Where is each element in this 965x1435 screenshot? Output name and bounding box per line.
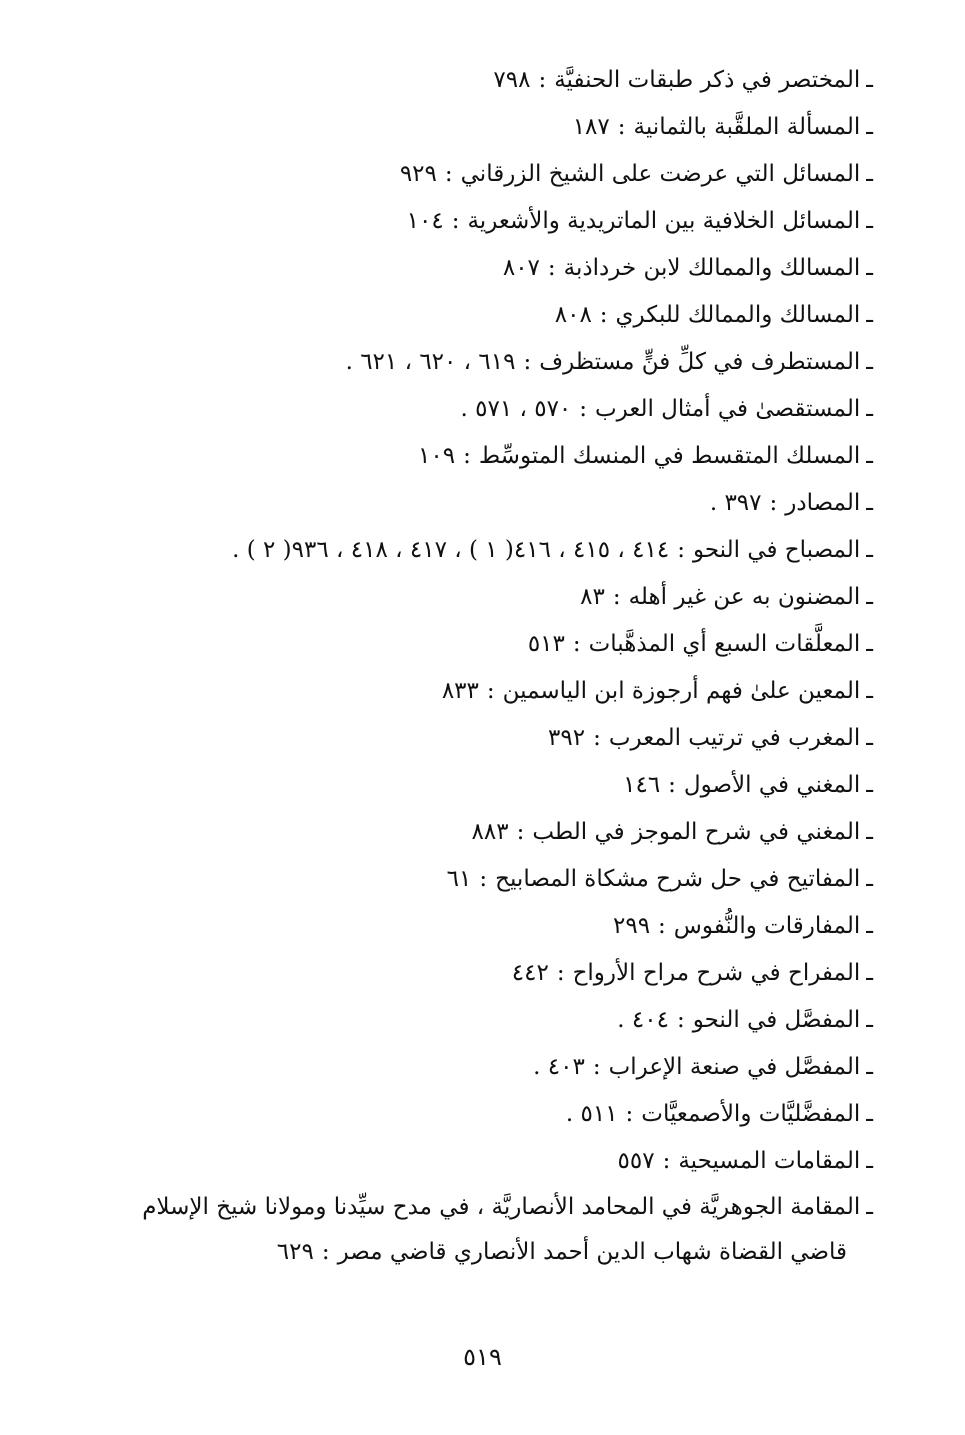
entry-separator: : [523, 349, 532, 375]
entry-pages: ٨٠٨ [554, 302, 592, 328]
index-entry [73, 104, 873, 151]
entry-pages: ٥١٣ [527, 631, 565, 657]
entry-dash: ـ [866, 819, 873, 845]
entry-title: المصباح في النحو [692, 537, 861, 563]
entry-pages: ٩٢٩ [399, 161, 437, 187]
entry-pages: ٦٢٩ [276, 1239, 314, 1265]
index-entry [73, 809, 873, 856]
entry-separator: : [658, 913, 666, 939]
entry-separator: : [617, 114, 626, 140]
entry-dash: ـ [866, 1148, 873, 1174]
entry-dash: ـ [866, 302, 873, 328]
entry-pages: ٤٤٢ [511, 960, 549, 986]
entry-separator: : [625, 1101, 634, 1127]
index-entry [73, 1044, 873, 1091]
entry-pages: ١٠٩ [418, 443, 456, 469]
entry-pages: ٤١٤ ، ٤١٥ ، ٤١٦( ١ ) ، ٤١٧ ، ٤١٨ ، ٩٣٦( ٢ ) . [232, 537, 670, 563]
index-entry-multiline [73, 1185, 873, 1275]
entry-pages: ١٠٤ [406, 208, 444, 234]
entry-separator: : [479, 866, 488, 892]
entry-dash: ـ [866, 866, 873, 892]
page-number: ٥١٩ [463, 1343, 502, 1371]
entry-dash: ـ [866, 725, 873, 751]
entry-pages: ٢٩٩ [612, 913, 651, 939]
entry-separator: : [612, 584, 621, 610]
index-entry [73, 527, 873, 574]
entry-title: المفارقات والنُّفوس [673, 913, 861, 939]
entry-title: المعين علىٰ فهم أرجوزة ابن الياسمين [502, 678, 861, 704]
entry-separator: : [451, 208, 460, 234]
entry-separator: : [676, 1007, 685, 1033]
entry-dash: ـ [866, 913, 873, 939]
entry-title: المفاتيح في حل شرح مشكاة المصابيح [495, 866, 861, 892]
entry-pages: ٣٩٢ [548, 725, 586, 751]
entry-title: المغرب في ترتيب المعرب [608, 725, 861, 751]
index-entry [73, 950, 873, 997]
entry-separator: : [572, 631, 581, 657]
entry-separator: : [321, 1239, 330, 1265]
index-entry [73, 1091, 873, 1138]
entry-pages: ٥٥٧ [617, 1148, 655, 1174]
entry-separator: : [486, 678, 495, 704]
entry-title: المفصَّل في النحو [692, 1007, 861, 1033]
entry-pages: ٤٠٣ . [533, 1054, 585, 1080]
entry-title-line1: المقامة الجوهريَّة في المحامد الأنصاريَّة ، في مدح سيِّدنا ومولانا شيخ الإسلام [142, 1194, 861, 1220]
entry-dash: ـ [866, 255, 873, 281]
entry-separator: : [599, 302, 608, 328]
entry-title: المسائل التي عرضت على الشيخ الزرقاني [460, 161, 861, 187]
entry-separator: : [547, 255, 556, 281]
entry-pages: ١٤٦ [623, 772, 661, 798]
entry-title: المسلك المتقسط في المنسك المتوسِّط [478, 443, 861, 469]
entry-dash: ـ [866, 1194, 873, 1220]
index-entry [73, 903, 873, 950]
entry-dash: ـ [866, 67, 873, 93]
entry-separator: : [556, 960, 565, 986]
entry-title: المفصَّل في صنعة الإعراب [608, 1054, 861, 1080]
index-entry [73, 245, 873, 292]
entry-separator: : [516, 819, 525, 845]
entry-pages: ٥١١ . [565, 1101, 618, 1127]
entry-title: المفضَّليَّات والأصمعيَّات [641, 1101, 861, 1127]
index-entry [73, 574, 873, 621]
entry-dash: ـ [866, 349, 873, 375]
entry-pages: ٧٩٨ [493, 67, 531, 93]
entry-pages: ٨٨٣ [471, 819, 509, 845]
entry-title: المغني في شرح الموجز في الطب [532, 819, 861, 845]
index-entry [73, 715, 873, 762]
entry-separator: : [592, 1054, 601, 1080]
entry-title: المقامات المسيحية [678, 1148, 861, 1174]
entry-title: المسالك والممالك للبكري [615, 302, 861, 328]
entry-dash: ـ [866, 960, 873, 986]
entry-pages: ٨٠٧ [502, 255, 540, 281]
index-entry [73, 997, 873, 1044]
entry-dash: ـ [866, 114, 873, 140]
entry-dash: ـ [866, 537, 873, 563]
index-entry [73, 433, 873, 480]
index-entry [73, 480, 873, 527]
entry-pages: ٨٣٣ [441, 678, 479, 704]
entry-title: المضنون به عن غير أهله [628, 584, 861, 610]
entry-title: المسالك والممالك لابن خرداذبة [563, 255, 861, 281]
entry-pages: ٥٧٠ ، ٥٧١ . [460, 396, 572, 422]
entry-title: المستقصىٰ في أمثال العرب [595, 396, 861, 422]
entry-separator: : [444, 161, 453, 187]
entry-dash: ـ [866, 631, 873, 657]
index-entry [73, 762, 873, 809]
entry-title: المصادر [785, 490, 861, 516]
entry-pages: ١٨٧ [572, 114, 610, 140]
entry-title: المسائل الخلافية بين الماتريدية والأشعرية [467, 208, 861, 234]
index-entry-list [73, 57, 873, 1275]
index-entry [73, 151, 873, 198]
entry-separator: : [463, 443, 471, 469]
index-entry [73, 198, 873, 245]
entry-title: المسألة الملقَّبة بالثمانية [633, 114, 861, 140]
entry-dash: ـ [866, 772, 873, 798]
entry-pages: ٦١٩ ، ٦٢٠ ، ٦٢١ . [345, 349, 516, 375]
entry-continuation [73, 1230, 873, 1275]
entry-pages: ٤٠٤ . [617, 1007, 669, 1033]
entry-separator: : [593, 725, 601, 751]
index-entry [73, 621, 873, 668]
index-entry [73, 386, 873, 433]
entry-separator: : [677, 537, 685, 563]
entry-separator: : [538, 67, 547, 93]
entry-dash: ـ [866, 1101, 873, 1127]
index-entry [73, 292, 873, 339]
entry-pages: ٦١ [446, 866, 472, 892]
entry-dash: ـ [866, 396, 873, 422]
entry-title: المستطرف في كلِّ فنٍّ مستظرف [539, 349, 861, 375]
entry-separator: : [662, 1148, 671, 1174]
entry-dash: ـ [866, 490, 873, 516]
entry-dash: ـ [866, 161, 873, 187]
entry-pages: ٣٩٧ . [709, 490, 762, 516]
index-entry [73, 57, 873, 104]
entry-title: المفراح في شرح مراح الأرواح [572, 960, 861, 986]
entry-title: المغني في الأصول [683, 772, 861, 798]
entry-dash: ـ [866, 678, 873, 704]
entry-dash: ـ [866, 208, 873, 234]
index-entry [73, 856, 873, 903]
entry-dash: ـ [866, 584, 873, 610]
entry-pages: ٨٣ [580, 584, 605, 610]
index-entry [73, 668, 873, 715]
entry-dash: ـ [866, 1007, 873, 1033]
entry-separator: : [579, 396, 588, 422]
entry-title-line2: قاضي القضاة شهاب الدين أحمد الأنصاري قاضي مصر [337, 1239, 847, 1265]
index-entry [73, 339, 873, 386]
entry-title: المعلَّقات السبع أي المذهَّبات [588, 631, 861, 657]
entry-dash: ـ [866, 443, 873, 469]
entry-separator: : [668, 772, 676, 798]
entry-title: المختصر في ذكر طبقات الحنفيَّة [554, 67, 861, 93]
entry-dash: ـ [866, 1054, 873, 1080]
index-entry [73, 1138, 873, 1185]
entry-separator: : [769, 490, 778, 516]
